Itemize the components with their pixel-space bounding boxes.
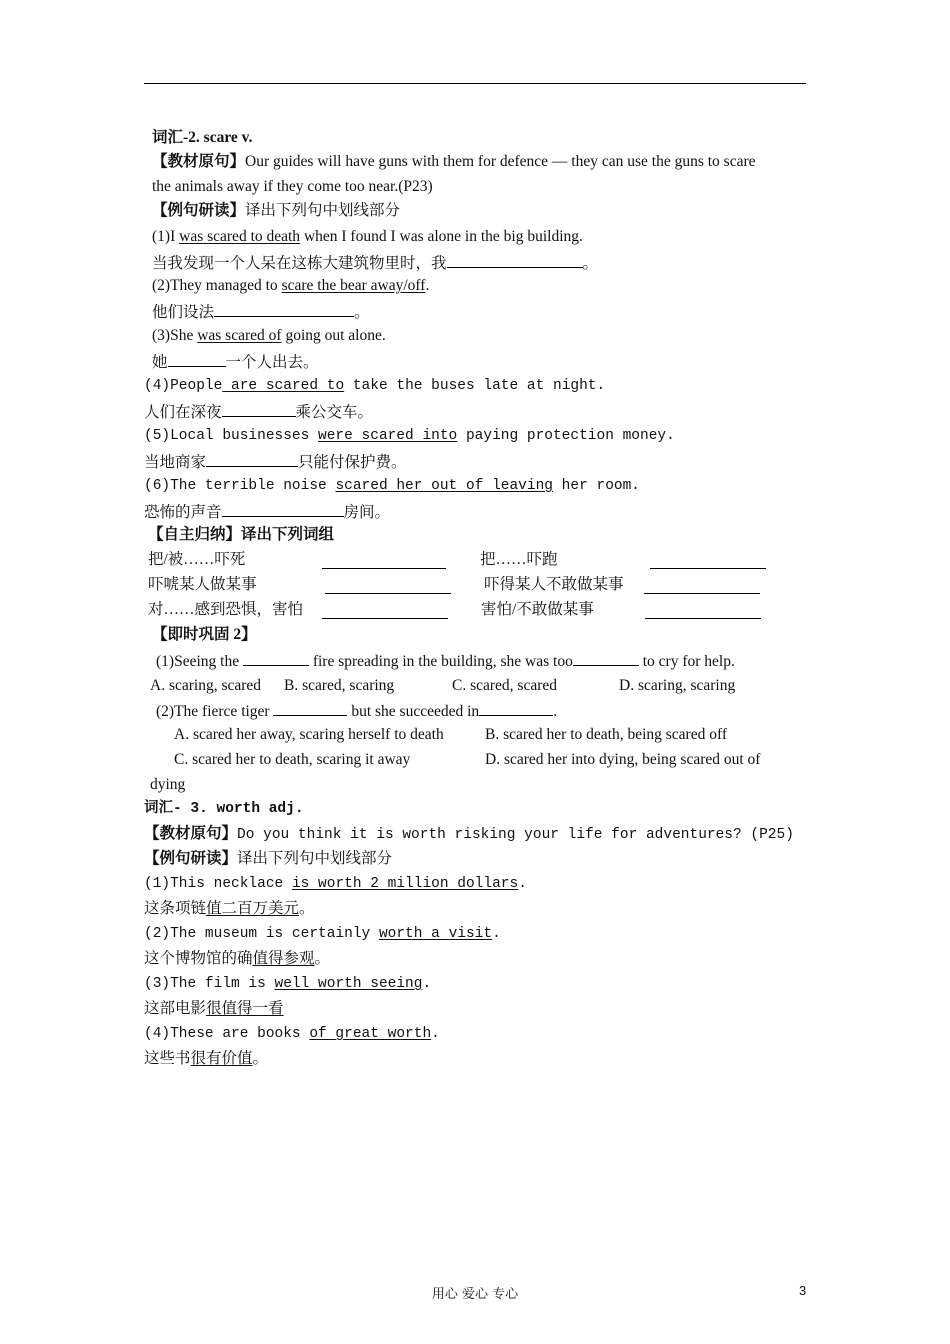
- example-2-en: (2)They managed to scare the bear away/off.: [152, 277, 430, 294]
- answer-blank[interactable]: [479, 700, 553, 716]
- examples-heading: [152, 201, 400, 221]
- examples-instruction: 译出下列句中划线部分: [245, 202, 401, 219]
- answer-blank[interactable]: [322, 553, 446, 569]
- q2-option-a[interactable]: A. scared her away, scaring herself to death: [174, 726, 444, 743]
- example-4-cn: 人们在深夜 乘公交车。: [144, 401, 373, 423]
- q1-option-c[interactable]: C. scared, scared: [452, 677, 558, 694]
- answer-blank[interactable]: [168, 351, 226, 367]
- question-1: (1)Seeing the fire spreading in the building, she was too to cry for help.: [156, 650, 735, 672]
- phrase-1: 把/被……吓死: [148, 551, 246, 568]
- worth-example-4-en: (4)These are books of great worth.: [144, 1026, 440, 1042]
- q2-option-b[interactable]: B. scared her to death, being scared off: [485, 726, 728, 743]
- worth-example-3-en: (3)The film is well worth seeing.: [144, 976, 432, 992]
- worth-example-4-cn: 这些书很有价值。: [144, 1050, 269, 1067]
- examples-instruction: 译出下列句中划线部分: [237, 850, 393, 867]
- answer-blank[interactable]: [650, 553, 766, 569]
- source-text: Do you think it is worth risking your life for adventures? (P25): [237, 827, 794, 843]
- example-6-cn: 恐怖的声音 房间。: [144, 501, 390, 523]
- footer-text: 用心 爱心 专心: [431, 1287, 519, 1302]
- phrase-4: 吓得某人不敢做某事: [484, 576, 624, 593]
- answer-blank[interactable]: [273, 700, 347, 716]
- q2-option-d[interactable]: D. scared her into dying, being scared out of: [485, 751, 761, 768]
- answer-blank[interactable]: [222, 401, 296, 417]
- worth-example-2-en: (2)The museum is certainly worth a visit.: [144, 926, 501, 942]
- answer-blank[interactable]: [322, 603, 448, 619]
- q2-option-c[interactable]: C. scared her to death, scaring it away: [174, 751, 411, 768]
- example-1-en: (1)I was scared to death when I found I was alone in the big building.: [152, 228, 583, 245]
- phrase-5: 对……感到恐惧，害怕: [148, 601, 304, 618]
- header-rule: [144, 83, 806, 84]
- answer-blank[interactable]: [206, 451, 298, 467]
- answer-blank[interactable]: [644, 578, 760, 594]
- example-2-cn: 他们设法 。: [152, 301, 370, 323]
- worth-example-2-cn: 这个博物馆的确值得参观。: [144, 950, 331, 967]
- q1-option-a[interactable]: A. scaring, scared: [150, 677, 262, 694]
- summary-heading: 【自主归纳】译出下列词组: [148, 526, 335, 543]
- answer-blank[interactable]: [645, 603, 761, 619]
- vocab-heading-scare: 词汇-2. scare v.: [152, 129, 253, 146]
- source-sentence-line1: [152, 152, 756, 172]
- example-3-en: (3)She was scared of going out alone.: [152, 327, 386, 344]
- answer-blank[interactable]: [214, 301, 354, 317]
- example-1-cn: 当我发现一个人呆在这栋大建筑物里时，我 。: [152, 252, 598, 274]
- examples-tag: 【例句研读】: [152, 202, 246, 219]
- answer-blank[interactable]: [573, 650, 639, 666]
- source-text: Our guides will have guns with them for defence — they can use the guns to scare: [245, 153, 756, 170]
- example-5-cn: 当地商家 只能付保护费。: [144, 451, 407, 473]
- example-6-en: (6)The terrible noise scared her out of leaving her room.: [144, 478, 640, 494]
- worth-example-1-cn: 这条项链值二百万美元。: [144, 900, 315, 917]
- phrase-3: 吓唬某人做某事: [148, 576, 257, 593]
- answer-blank[interactable]: [243, 650, 309, 666]
- source-sentence-line2: the animals away if they come too near.(P23): [152, 178, 433, 195]
- q1-option-d[interactable]: D. scaring, scaring: [619, 677, 736, 694]
- q1-option-b[interactable]: B. scared, scaring: [284, 677, 395, 694]
- practice-heading: 【即时巩固 2】: [152, 626, 257, 643]
- examples-tag: 【例句研读】: [144, 850, 238, 867]
- q2-option-d-continued: dying: [150, 776, 186, 793]
- answer-blank[interactable]: [325, 578, 451, 594]
- source-tag: 【教材原句】: [152, 153, 246, 170]
- phrase-6: 害怕/不敢做某事: [481, 601, 594, 618]
- vocab-heading-worth: 词汇- 3. worth adj.: [144, 801, 304, 817]
- worth-source-sentence: [144, 824, 794, 845]
- answer-blank[interactable]: [222, 501, 344, 517]
- question-2: (2)The fierce tiger but she succeeded in .: [156, 700, 557, 722]
- worth-examples-heading: [144, 849, 392, 869]
- example-5-en: (5)Local businesses were scared into paying protection money.: [144, 428, 675, 444]
- example-3-cn: 她 一个人出去。: [152, 351, 319, 373]
- worth-example-1-en: (1)This necklace is worth 2 million dollars.: [144, 876, 527, 892]
- source-tag: 【教材原句】: [144, 825, 238, 842]
- page-number: 3: [799, 1283, 807, 1298]
- example-4-en: (4)People are scared to take the buses late at night.: [144, 378, 606, 394]
- answer-blank[interactable]: [447, 252, 583, 268]
- worth-example-3-cn: 这部电影很值得一看: [144, 1000, 284, 1017]
- phrase-2: 把……吓跑: [480, 551, 558, 568]
